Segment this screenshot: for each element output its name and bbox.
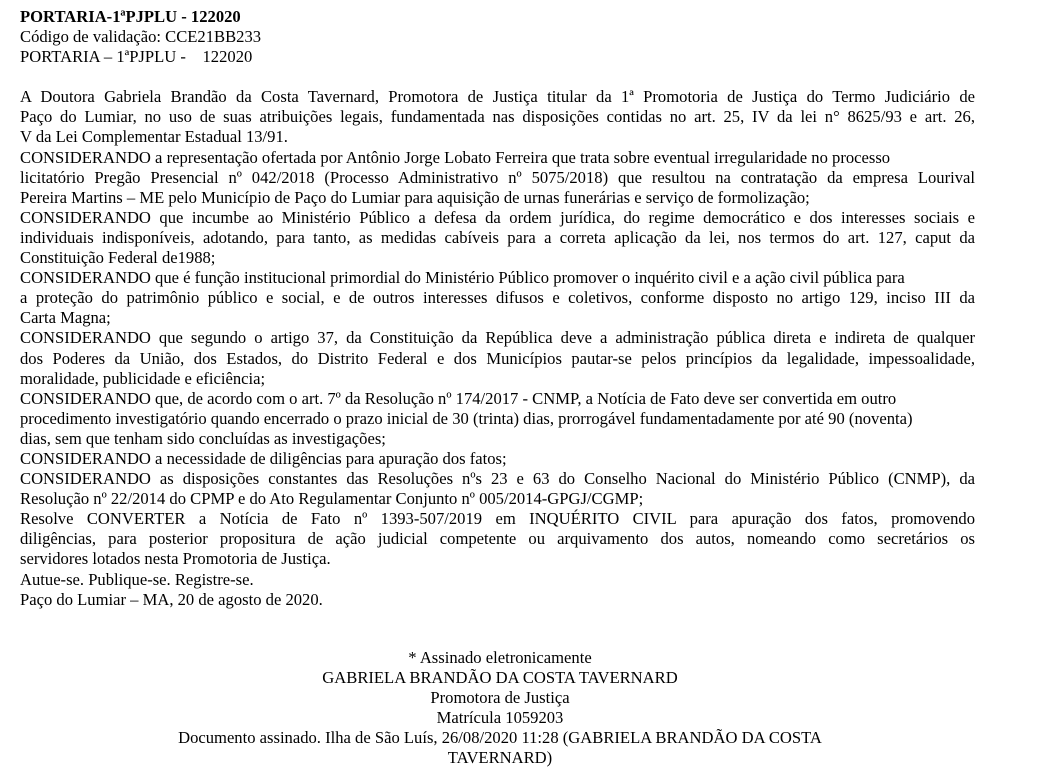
body-line: Pereira Martins – ME pelo Município de Paço do Lumiar para aquisição de urnas funerárias e serviço de formolização; <box>20 187 810 207</box>
document-subtitle: PORTARIA – 1ªPJPLU - 122020 <box>20 47 253 67</box>
body-line: Resolução nº 22/2014 do CPMP e do Ato Regulamentar Conjunto nº 005/2014-GPGJ/CGMP; <box>20 489 644 509</box>
body-line: servidores lotados nesta Promotoria de Justiça. <box>20 549 331 569</box>
signer-role: Promotora de Justiça <box>430 688 570 708</box>
body-line: CONSIDERANDO a representação ofertada por Antônio Jorge Lobato Ferreira que trata sobre eventual irregularidade no processo <box>20 147 891 167</box>
body-line: CONSIDERANDO que incumbe ao Ministério Público a defesa da ordem jurídica, do regime democrático e dos interesses sociais e <box>20 207 975 227</box>
body-line: Carta Magna; <box>20 308 111 328</box>
body-line: CONSIDERANDO que, de acordo com o art. 7º da Resolução nº 174/2017 - CNMP, a Notícia de Fato deve ser convertida em outro <box>20 388 897 408</box>
signature-note: * Assinado eletronicamente <box>408 648 592 667</box>
body-line: Paço do Lumiar – MA, 20 de agosto de 2020. <box>20 589 323 609</box>
body-line: diligências, para posterior propositura de ação judicial competente ou arquivamento dos autos, nomeando como secretários os <box>20 529 975 549</box>
body-line: CONSIDERANDO que segundo o artigo 37, da Constituição da República deve a administração pública direta e indireta de qualquer <box>20 328 975 348</box>
body-line: CONSIDERANDO a necessidade de diligências para apuração dos fatos; <box>20 448 507 468</box>
document <box>20 0 975 610</box>
signed-statement-line-1: Documento assinado. Ilha de São Luís, 26/08/2020 11:28 (GABRIELA BRANDÃO DA COSTA <box>178 728 822 748</box>
signed-statement-line-2: TAVERNARD) <box>447 748 553 768</box>
body-line: dias, sem que tenham sido concluídas as investigações; <box>20 428 386 448</box>
signer-registration: Matrícula 1059203 <box>436 708 564 728</box>
body-line: individuais indisponíveis, adotando, para tanto, as medidas cabíveis para a correta aplicação da lei, nos termos do art. 127, caput da <box>20 227 975 247</box>
signer-name: GABRIELA BRANDÃO DA COSTA TAVERNARD <box>322 668 678 688</box>
signature-block <box>0 648 1000 769</box>
body-line: Paço do Lumiar, no uso de suas atribuições legais, fundamentada nas disposições contidas no art. 25, IV da lei n° 8625/93 e art. 26, <box>20 107 975 127</box>
body-line: Constituição Federal de1988; <box>20 248 216 268</box>
body-line: CONSIDERANDO as disposições constantes das Resoluções nºs 23 e 63 do Conselho Nacional do Ministério Público (CNMP), da <box>20 469 975 489</box>
body-line: CONSIDERANDO que é função institucional primordial do Ministério Público promover o inquérito civil e a ação civil pública para <box>20 268 905 288</box>
body-line: Autue-se. Publique-se. Registre-se. <box>20 569 254 589</box>
body-line: dos Poderes da União, dos Estados, do Distrito Federal e dos Municípios pautar-se pelos princípios da legalidade, impessoalidade, <box>20 348 975 368</box>
body-line: A Doutora Gabriela Brandão da Costa Tavernard, Promotora de Justiça titular da 1ª Promotoria de Justiça do Termo Judiciário de <box>20 87 975 107</box>
body-line: V da Lei Complementar Estadual 13/91. <box>20 127 288 147</box>
body-line: moralidade, publicidade e eficiência; <box>20 368 266 388</box>
validation-code: Código de validação: CCE21BB233 <box>20 27 262 47</box>
body-line: a proteção do patrimônio público e social, e de outros interesses difusos e coletivos, conforme disposto no artigo 129, inciso III da <box>20 288 975 308</box>
body-line: procedimento investigatório quando encerrado o prazo inicial de 30 (trinta) dias, prorrogável fundamentadamente por até 90 (noventa) <box>20 408 913 428</box>
body-line: licitatório Pregão Presencial nº 042/2018 (Processo Administrativo nº 5075/2018) que resultou na contratação da empresa Lourival <box>20 167 975 187</box>
body-line: Resolve CONVERTER a Notícia de Fato nº 1393-507/2019 em INQUÉRITO CIVIL para apuração dos fatos, promovendo <box>20 509 975 529</box>
document-title: PORTARIA-1ªPJPLU - 122020 <box>20 7 241 26</box>
document-header <box>20 7 975 67</box>
document-body <box>20 87 975 609</box>
